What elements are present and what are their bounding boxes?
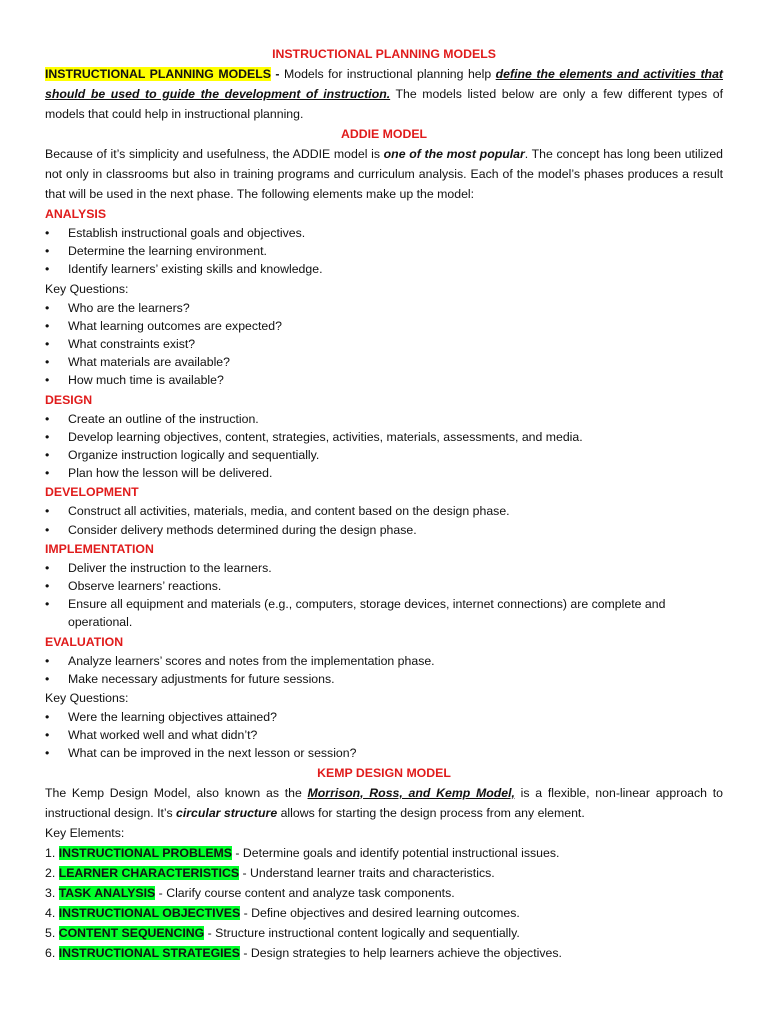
list-item: • Identify learners’ existing skills and knowledge. [45,260,723,278]
evaluation-key-questions-label: Key Questions: [45,691,129,706]
element-term: INSTRUCTIONAL PROBLEMS [58,845,232,860]
evaluation-questions-list [45,708,723,763]
kemp-element [45,903,723,923]
kemp-element [45,943,723,963]
kemp-paragraph [45,783,723,823]
design-heading: DESIGN [45,392,93,407]
page-title: INSTRUCTIONAL PLANNING MODELS [272,47,496,61]
list-item: • Plan how the lesson will be delivered. [45,464,723,482]
kemp-heading: KEMP DESIGN MODEL [317,765,451,780]
list-item: • Consider delivery methods determined during the design phase. [45,521,723,539]
kemp-element [45,923,723,943]
list-item: • Who are the learners? [45,299,723,317]
element-term: TASK ANALYSIS [58,885,156,900]
element-term: INSTRUCTIONAL OBJECTIVES [58,905,241,920]
addie-text: Because of it’s simplicity and usefulness, the ADDIE model is [45,147,384,161]
evaluation-list [45,652,723,688]
list-item: • Develop learning objectives, content, strategies, activities, materials, assessments, and media. [45,428,723,446]
addie-heading: ADDIE MODEL [340,127,428,141]
element-description: - Design strategies to help learners achieve the objectives. [239,945,562,960]
list-item: • Observe learners’ reactions. [45,577,723,595]
kemp-element [45,843,723,863]
evaluation-heading: EVALUATION [45,634,124,649]
analysis-questions-list [45,299,723,390]
addie-emphasis: one of the most popular [383,147,525,161]
list-item: • Organize instruction logically and sequentially. [45,446,723,464]
list-item: • Construct all activities, materials, media, and content based on the design phase. [45,502,723,520]
kemp-key-elements-label: Key Elements: [45,825,125,840]
design-list [45,410,723,483]
list-item: • What learning outcomes are expected? [45,317,723,335]
analysis-heading: ANALYSIS [45,207,107,221]
kemp-element [45,863,723,883]
list-item: • What worked well and what didn’t? [45,726,723,744]
list-item: • Make necessary adjustments for future sessions. [45,670,723,688]
list-item: • Create an outline of the instruction. [45,410,723,428]
document-page [45,44,723,963]
list-item: • Were the learning objectives attained? [45,708,723,726]
kemp-text: The Kemp Design Model, also known as the [45,785,308,800]
element-description: - Understand learner traits and characteristics. [239,865,495,880]
list-item: • What can be improved in the next lesson or session? [45,744,723,762]
kemp-text-mid: is a flexible, non-linear approach to instructional design. It’s [45,785,723,820]
list-item: • What materials are available? [45,353,723,371]
implementation-heading: IMPLEMENTATION [45,541,154,556]
element-description: - Define objectives and desired learning outcomes. [240,905,520,920]
development-list [45,502,723,538]
kemp-element [45,883,723,903]
list-item: • Determine the learning environment. [45,242,723,260]
implementation-list [45,559,723,632]
list-item: • Analyze learners’ scores and notes from the implementation phase. [45,652,723,670]
development-heading: DEVELOPMENT [45,485,139,500]
kemp-emphasis: Morrison, Ross, and Kemp Model, [307,785,515,800]
list-item: • Deliver the instruction to the learners. [45,559,723,577]
element-number: 4. [45,905,59,920]
intro-text: Models for instructional planning help [283,67,496,81]
analysis-key-questions-label: Key Questions: [45,281,129,296]
list-item: • Establish instructional goals and objectives. [45,224,723,242]
element-description: - Structure instructional content logically and sequentially. [204,925,520,940]
intro-dash: - [270,67,284,81]
intro-paragraph [45,64,723,124]
element-number: 3. [45,885,59,900]
analysis-list [45,224,723,279]
intro-term: INSTRUCTIONAL PLANNING MODELS [45,67,271,81]
kemp-text-rest: allows for starting the design process from any element. [277,805,585,820]
list-item: • Ensure all equipment and materials (e.g., computers, storage devices, internet connections) are complete and operational. [45,595,723,631]
list-item: • How much time is available? [45,371,723,389]
element-number: 2. [45,865,59,880]
kemp-emphasis-2: circular structure [176,805,278,820]
addie-text-rest: . The concept has long been utilized not only in classrooms but also in training programs and curriculum analysis. Each of the model’s phases produces a result that will be used in the next phase. The following elements make up the model: [45,147,723,201]
element-number: 6. [45,945,59,960]
element-term: CONTENT SEQUENCING [58,925,205,940]
element-number: 1. [45,845,59,860]
element-description: - Determine goals and identify potential instructional issues. [232,845,560,860]
intro-emphasis: define the elements and activities that should be used to guide the development of instruction. [45,67,724,101]
element-term: INSTRUCTIONAL STRATEGIES [58,945,240,960]
list-item: • What constraints exist? [45,335,723,353]
addie-paragraph [45,144,723,204]
element-number: 5. [45,925,59,940]
intro-text-rest: The models listed below are only a few different types of models that could help in instructional planning. [45,87,723,121]
element-term: LEARNER CHARACTERISTICS [58,865,240,880]
element-description: - Clarify course content and analyze task components. [155,885,455,900]
